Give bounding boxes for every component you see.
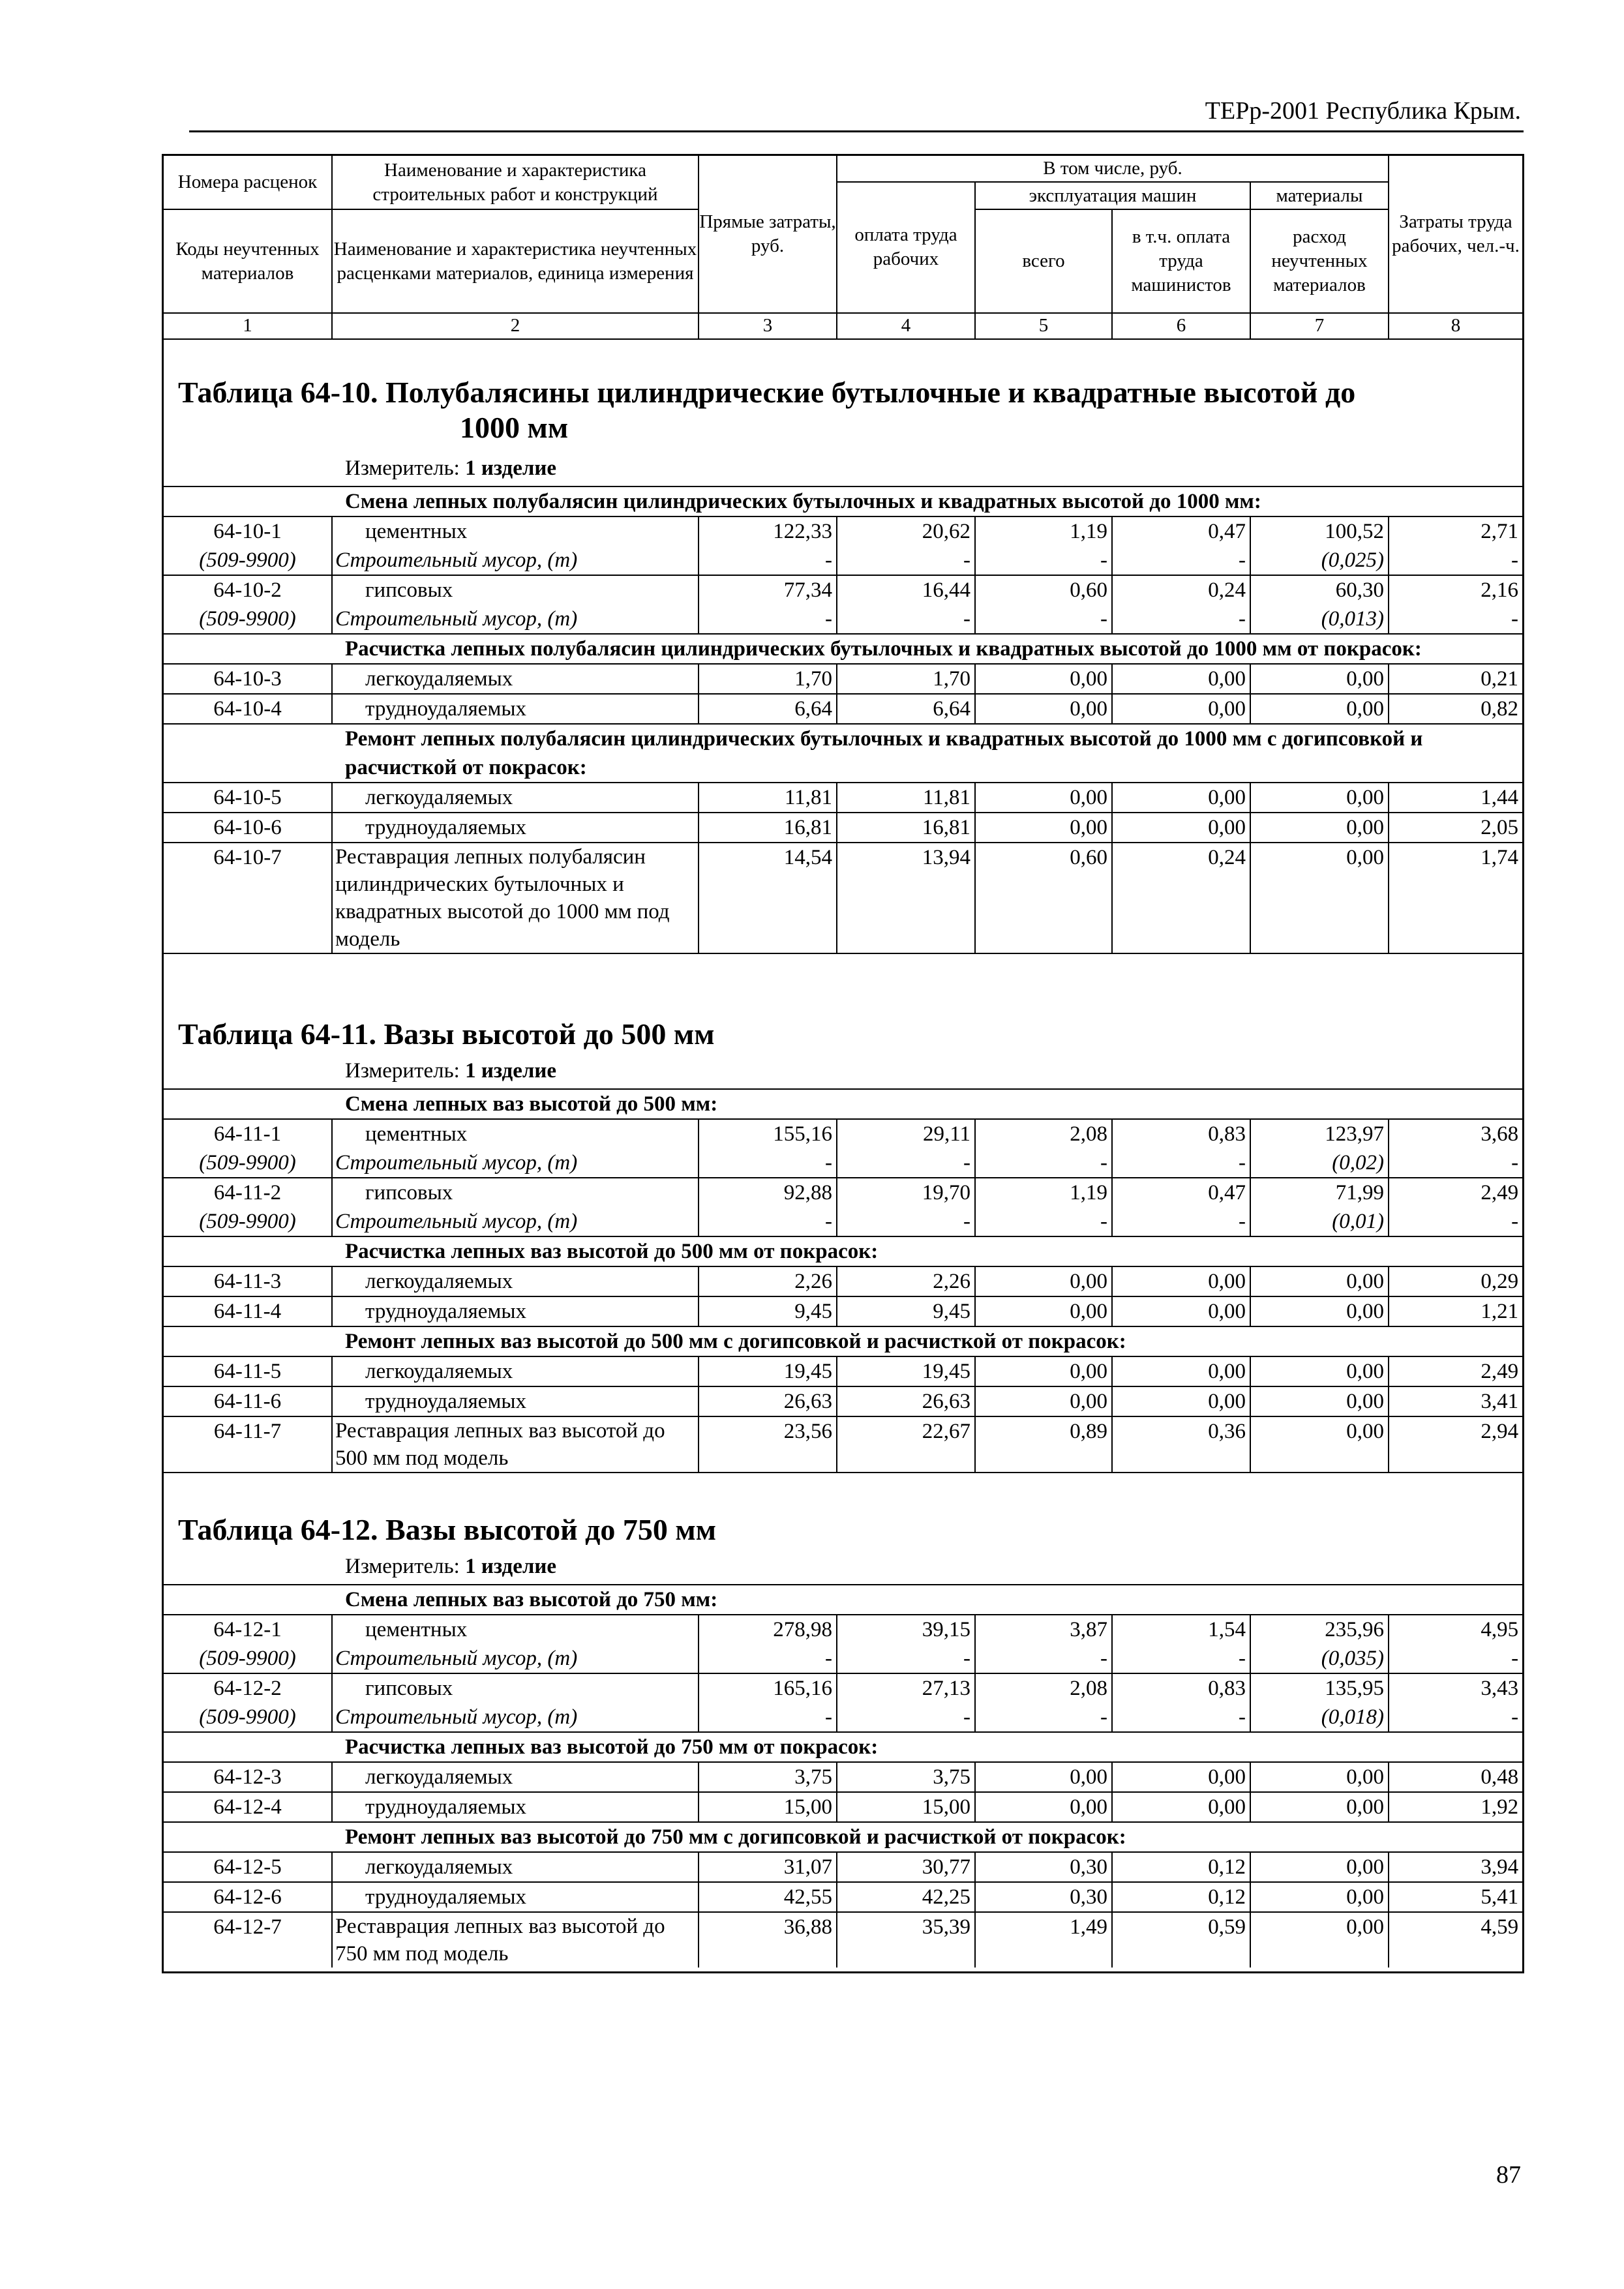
labor-hours: 0,82 <box>1389 694 1522 724</box>
materials: (0,035) <box>1250 1644 1389 1673</box>
rate-code: 64-12-4 <box>164 1792 332 1822</box>
materials: 0,00 <box>1250 1356 1389 1386</box>
table-row <box>164 843 1522 953</box>
col-number: 3 <box>699 313 837 339</box>
table-row <box>164 1296 1522 1326</box>
materials: 0,00 <box>1250 1912 1389 1967</box>
machines-total: 0,00 <box>975 1356 1112 1386</box>
machines-total: 0,89 <box>975 1416 1112 1473</box>
machines-total: 2,08 <box>975 1119 1112 1148</box>
machines-total: 1,19 <box>975 516 1112 546</box>
rate-name: легкоудаляемых <box>332 1852 699 1882</box>
rate-code: 64-11-3 <box>164 1266 332 1296</box>
section-title-line: Таблица 64-10. Полубалясины цилиндрические бутылочные и квадратные высотой до <box>178 376 1356 409</box>
labor-pay: 42,25 <box>837 1882 975 1912</box>
machines-total: 0,00 <box>975 1296 1112 1326</box>
materials: 0,00 <box>1250 1882 1389 1912</box>
col3-header: Прямые затраты, руб. <box>699 156 837 313</box>
direct-cost: - <box>699 546 837 575</box>
direct-cost: 77,34 <box>699 575 837 605</box>
machines-total: 0,30 <box>975 1882 1112 1912</box>
materials: (0,025) <box>1250 546 1389 575</box>
materials: 0,00 <box>1250 664 1389 694</box>
rate-name: легкоудаляемых <box>332 664 699 694</box>
labor-hours: 2,49 <box>1389 1178 1522 1207</box>
machines-total: 2,08 <box>975 1673 1112 1703</box>
including-header: В том числе, руб. <box>837 156 1389 182</box>
labor-hours: - <box>1511 1647 1519 1670</box>
rate-name: трудноудаляемых <box>332 1296 699 1326</box>
machines-total: - <box>975 605 1112 634</box>
rate-code: 64-12-6 <box>164 1882 332 1912</box>
rate-code: 64-10-5 <box>164 783 332 813</box>
table-row <box>164 575 1522 605</box>
labor-pay: 19,70 <box>837 1178 975 1207</box>
rate-code: 64-10-3 <box>164 664 332 694</box>
rate-code: 64-10-4 <box>164 694 332 724</box>
direct-cost: - <box>699 1703 837 1732</box>
measure-line <box>345 455 556 481</box>
labor-hours: 1,21 <box>1389 1296 1522 1326</box>
group-title: Расчистка лепных ваз высотой до 500 мм от покрасок: <box>164 1236 1522 1266</box>
rate-code: 64-10-7 <box>164 843 332 953</box>
labor-hours: 3,41 <box>1389 1386 1522 1416</box>
labor-hours: 3,68 <box>1389 1119 1522 1148</box>
machinists-pay: - <box>1112 1207 1250 1236</box>
machinists-pay: 0,00 <box>1112 1356 1250 1386</box>
labor-pay: 15,00 <box>837 1792 975 1822</box>
labor-pay: 6,64 <box>837 694 975 724</box>
table-row <box>164 1762 1522 1792</box>
materials: 0,00 <box>1250 813 1389 843</box>
header-rule <box>189 130 1524 132</box>
direct-cost: 278,98 <box>699 1615 837 1644</box>
col-number: 5 <box>975 313 1112 339</box>
machinists-pay: 0,47 <box>1112 1178 1250 1207</box>
labor-pay: 35,39 <box>837 1912 975 1967</box>
col-number: 7 <box>1250 313 1389 339</box>
machinists-pay: 0,83 <box>1112 1673 1250 1703</box>
labor-pay: 29,11 <box>837 1119 975 1148</box>
table-row <box>164 1615 1522 1644</box>
material-name: Строительный мусор, (т) <box>332 1148 699 1178</box>
group-title: Смена лепных ваз высотой до 750 мм: <box>164 1585 1522 1615</box>
material-code: (509-9900) <box>164 1703 332 1732</box>
labor-pay: 3,75 <box>837 1762 975 1792</box>
rate-code: 64-12-3 <box>164 1762 332 1792</box>
machinists-pay: 0,00 <box>1112 1762 1250 1792</box>
rates-table <box>164 486 1522 954</box>
table-row <box>164 1792 1522 1822</box>
labor-pay: 13,94 <box>837 843 975 953</box>
table-subrow <box>164 1207 1522 1236</box>
table-row <box>164 1266 1522 1296</box>
measure-label: Измеритель: <box>345 456 460 480</box>
rate-code: 64-12-5 <box>164 1852 332 1882</box>
table-subrow <box>164 605 1522 634</box>
machines-total: 0,00 <box>975 783 1112 813</box>
machines-total: - <box>975 1148 1112 1178</box>
machinists-pay: - <box>1112 1644 1250 1673</box>
labor-hours: 1,74 <box>1389 843 1522 953</box>
machines-total: - <box>975 1207 1112 1236</box>
rate-code: 64-11-5 <box>164 1356 332 1386</box>
direct-cost: 15,00 <box>699 1792 837 1822</box>
material-name: Строительный мусор, (т) <box>332 1644 699 1673</box>
machines-total: 0,00 <box>975 1386 1112 1416</box>
col7-header: расход неучтенных материалов <box>1250 209 1389 313</box>
labor-pay: - <box>837 1148 975 1178</box>
machines-total: - <box>975 546 1112 575</box>
materials: 235,96 <box>1250 1615 1389 1644</box>
col1-top-header: Номера расценок <box>164 156 332 209</box>
rate-name: трудноудаляемых <box>332 1386 699 1416</box>
direct-cost: 122,33 <box>699 516 837 546</box>
labor-hours: 5,41 <box>1389 1882 1522 1912</box>
rate-code: 64-12-7 <box>164 1912 332 1967</box>
labor-pay: 1,70 <box>837 664 975 694</box>
direct-cost: - <box>699 1644 837 1673</box>
labor-pay: 20,62 <box>837 516 975 546</box>
machines-total: 1,19 <box>975 1178 1112 1207</box>
direct-cost: 9,45 <box>699 1296 837 1326</box>
materials: 123,97 <box>1250 1119 1389 1148</box>
labor-hours: 0,48 <box>1389 1762 1522 1792</box>
table-row <box>164 1119 1522 1148</box>
machinists-pay: 1,54 <box>1112 1615 1250 1644</box>
rate-name: легкоудаляемых <box>332 1356 699 1386</box>
table-row <box>164 516 1522 546</box>
materials: 100,52 <box>1250 516 1389 546</box>
section-title-line: Таблица 64-12. Вазы высотой до 750 мм <box>178 1513 717 1546</box>
section-title-line: 1000 мм <box>460 411 569 444</box>
direct-cost: 14,54 <box>699 843 837 953</box>
rate-name: трудноудаляемых <box>332 813 699 843</box>
materials: 0,00 <box>1250 843 1389 953</box>
direct-cost: 23,56 <box>699 1416 837 1473</box>
machines-header: эксплуатация машин <box>975 182 1250 209</box>
labor-pay: 2,26 <box>837 1266 975 1296</box>
labor-pay: - <box>837 1703 975 1732</box>
materials: (0,02) <box>1250 1148 1389 1178</box>
direct-cost: 6,64 <box>699 694 837 724</box>
direct-cost: 16,81 <box>699 813 837 843</box>
machinists-pay: 0,12 <box>1112 1882 1250 1912</box>
group-title: Расчистка лепных полубалясин цилиндрических бутылочных и квадратных высотой до 1000 мм от покрасок: <box>164 634 1522 664</box>
direct-cost: 31,07 <box>699 1852 837 1882</box>
machines-total: 3,87 <box>975 1615 1112 1644</box>
labor-pay: - <box>837 1644 975 1673</box>
direct-cost: - <box>699 1148 837 1178</box>
col5-header: всего <box>975 209 1112 313</box>
material-name: Строительный мусор, (т) <box>332 546 699 575</box>
labor-pay: 26,63 <box>837 1386 975 1416</box>
rate-name: гипсовых <box>332 575 699 605</box>
material-name: Строительный мусор, (т) <box>332 605 699 634</box>
machinists-pay: 0,83 <box>1112 1119 1250 1148</box>
materials: 0,00 <box>1250 1852 1389 1882</box>
machinists-pay: 0,00 <box>1112 813 1250 843</box>
direct-cost: - <box>699 1207 837 1236</box>
machinists-pay: 0,36 <box>1112 1416 1250 1473</box>
group-title: Ремонт лепных полубалясин цилиндрических бутылочных и квадратных высотой до 1000 мм с догипсовкой и расчисткой от покрасок: <box>164 724 1522 783</box>
labor-hours: - <box>1511 548 1519 572</box>
direct-cost: 1,70 <box>699 664 837 694</box>
col4-header: оплата труда рабочих <box>837 182 975 313</box>
materials: 0,00 <box>1250 1416 1389 1473</box>
rate-name: Реставрация лепных полубалясин цилиндрических бутылочных и квадратных высотой до 1000 мм под модель <box>332 843 699 953</box>
group-title: Смена лепных полубалясин цилиндрических бутылочных и квадратных высотой до 1000 мм: <box>164 486 1522 516</box>
machines-total: 0,00 <box>975 1266 1112 1296</box>
machinists-pay: 0,00 <box>1112 1266 1250 1296</box>
rate-code: 64-11-7 <box>164 1416 332 1473</box>
measure-value: 1 изделие <box>465 1059 557 1083</box>
section-title-line: Таблица 64-11. Вазы высотой до 500 мм <box>178 1017 715 1051</box>
machinists-pay: 0,00 <box>1112 1792 1250 1822</box>
material-code: (509-9900) <box>164 546 332 575</box>
table-row <box>164 1356 1522 1386</box>
machinists-pay: 0,47 <box>1112 516 1250 546</box>
rate-code: 64-12-2 <box>164 1673 332 1703</box>
rate-name: гипсовых <box>332 1178 699 1207</box>
machinists-pay: 0,59 <box>1112 1912 1250 1967</box>
materials-header: материалы <box>1250 182 1389 209</box>
machines-total: 1,49 <box>975 1912 1112 1967</box>
labor-pay: 11,81 <box>837 783 975 813</box>
labor-pay: 30,77 <box>837 1852 975 1882</box>
rate-name: легкоудаляемых <box>332 1762 699 1792</box>
page-number: 87 <box>1496 2161 1521 2189</box>
labor-hours: 2,16 <box>1389 575 1522 605</box>
labor-pay: - <box>837 1207 975 1236</box>
machinists-pay: 0,00 <box>1112 783 1250 813</box>
section-title <box>178 375 1355 445</box>
section-title <box>178 1512 716 1548</box>
labor-pay: - <box>837 546 975 575</box>
labor-hours: 1,92 <box>1389 1792 1522 1822</box>
materials: (0,018) <box>1250 1703 1389 1732</box>
labor-hours: 3,43 <box>1389 1673 1522 1703</box>
materials: 0,00 <box>1250 1386 1389 1416</box>
section-title <box>178 1017 715 1052</box>
material-name: Строительный мусор, (т) <box>332 1703 699 1732</box>
table-row <box>164 783 1522 813</box>
labor-pay: 16,81 <box>837 813 975 843</box>
machinists-pay: - <box>1112 1148 1250 1178</box>
measure-label: Измеритель: <box>345 1555 460 1578</box>
material-code: (509-9900) <box>164 605 332 634</box>
rate-name: цементных <box>332 516 699 546</box>
labor-hours: - <box>1511 1151 1519 1174</box>
col-number: 2 <box>332 313 699 339</box>
labor-pay: - <box>837 605 975 634</box>
col-number: 6 <box>1112 313 1250 339</box>
measure-label: Измеритель: <box>345 1059 460 1083</box>
labor-hours: 2,71 <box>1389 516 1522 546</box>
labor-pay: 39,15 <box>837 1615 975 1644</box>
rate-name: трудноудаляемых <box>332 1792 699 1822</box>
measure-line <box>345 1058 556 1084</box>
rate-name: цементных <box>332 1119 699 1148</box>
labor-hours: 2,05 <box>1389 813 1522 843</box>
machinists-pay: - <box>1112 1703 1250 1732</box>
rate-name: цементных <box>332 1615 699 1644</box>
labor-pay: 22,67 <box>837 1416 975 1473</box>
materials: 135,95 <box>1250 1673 1389 1703</box>
direct-cost: 42,55 <box>699 1882 837 1912</box>
material-code: (509-9900) <box>164 1644 332 1673</box>
machines-total: 0,00 <box>975 664 1112 694</box>
materials: 0,00 <box>1250 1762 1389 1792</box>
machines-total: 0,00 <box>975 1792 1112 1822</box>
page-header-title: ТЕРр-2001 Республика Крым. <box>1205 97 1521 125</box>
materials: (0,013) <box>1250 605 1389 634</box>
rate-code: 64-11-1 <box>164 1119 332 1148</box>
rate-code: 64-11-6 <box>164 1386 332 1416</box>
direct-cost: 11,81 <box>699 783 837 813</box>
table-row <box>164 813 1522 843</box>
labor-hours: 4,59 <box>1389 1912 1522 1967</box>
rate-code: 64-12-1 <box>164 1615 332 1644</box>
measure-value: 1 изделие <box>465 1555 557 1578</box>
machines-total: - <box>975 1703 1112 1732</box>
direct-cost: 2,26 <box>699 1266 837 1296</box>
material-code: (509-9900) <box>164 1148 332 1178</box>
rate-name: трудноудаляемых <box>332 1882 699 1912</box>
materials: 0,00 <box>1250 1792 1389 1822</box>
labor-hours: 2,49 <box>1389 1356 1522 1386</box>
machinists-pay: 0,24 <box>1112 843 1250 953</box>
materials: 71,99 <box>1250 1178 1389 1207</box>
machinists-pay: 0,24 <box>1112 575 1250 605</box>
group-title: Расчистка лепных ваз высотой до 750 мм от покрасок: <box>164 1732 1522 1762</box>
table-row <box>164 1852 1522 1882</box>
machinists-pay: 0,00 <box>1112 694 1250 724</box>
table-row <box>164 664 1522 694</box>
machines-total: 0,00 <box>975 813 1112 843</box>
direct-cost: 3,75 <box>699 1762 837 1792</box>
materials: 0,00 <box>1250 694 1389 724</box>
table-subrow <box>164 1644 1522 1673</box>
machines-total: 0,00 <box>975 694 1112 724</box>
machines-total: 0,60 <box>975 843 1112 953</box>
table-subrow <box>164 1703 1522 1732</box>
rate-code: 64-10-1 <box>164 516 332 546</box>
machines-total: 0,00 <box>975 1762 1112 1792</box>
rate-name: Реставрация лепных ваз высотой до 500 мм под модель <box>332 1416 699 1473</box>
group-title: Ремонт лепных ваз высотой до 500 мм с догипсовкой и расчисткой от покрасок: <box>164 1326 1522 1356</box>
labor-hours: - <box>1511 1705 1519 1729</box>
machines-total: - <box>975 1644 1112 1673</box>
direct-cost: 92,88 <box>699 1178 837 1207</box>
col-number: 1 <box>164 313 332 339</box>
rate-name: легкоудаляемых <box>332 783 699 813</box>
rate-name: легкоудаляемых <box>332 1266 699 1296</box>
table-row <box>164 1882 1522 1912</box>
machinists-pay: 0,00 <box>1112 1386 1250 1416</box>
labor-pay: 19,45 <box>837 1356 975 1386</box>
table-subrow <box>164 1148 1522 1178</box>
labor-hours: 4,95 <box>1389 1615 1522 1644</box>
rate-code: 64-10-2 <box>164 575 332 605</box>
labor-pay: 16,44 <box>837 575 975 605</box>
col2-top-header: Наименование и характеристика строительных работ и конструкций <box>332 156 699 209</box>
direct-cost: - <box>699 605 837 634</box>
table-row <box>164 1416 1522 1473</box>
group-title: Ремонт лепных ваз высотой до 750 мм с догипсовкой и расчисткой от покрасок: <box>164 1822 1522 1852</box>
labor-hours: 0,29 <box>1389 1266 1522 1296</box>
labor-hours: 1,44 <box>1389 783 1522 813</box>
direct-cost: 155,16 <box>699 1119 837 1148</box>
rates-document <box>162 154 1524 1973</box>
rates-table <box>164 1088 1522 1473</box>
rate-name: Реставрация лепных ваз высотой до 750 мм под модель <box>332 1912 699 1967</box>
direct-cost: 36,88 <box>699 1912 837 1967</box>
materials: 0,00 <box>1250 1296 1389 1326</box>
col1-bottom-header: Коды неучтенных материалов <box>164 209 332 313</box>
measure-value: 1 изделие <box>465 456 557 480</box>
materials: 60,30 <box>1250 575 1389 605</box>
col6-header: в т.ч. оплата труда машинистов <box>1112 209 1250 313</box>
direct-cost: 19,45 <box>699 1356 837 1386</box>
col2-bottom-header: Наименование и характеристика неучтенных расценками материалов, единица измерения <box>332 209 699 313</box>
labor-hours: - <box>1511 1210 1519 1233</box>
machinists-pay: - <box>1112 546 1250 575</box>
table-row <box>164 694 1522 724</box>
direct-cost: 165,16 <box>699 1673 837 1703</box>
column-header-table <box>164 156 1522 340</box>
labor-hours: - <box>1511 607 1519 631</box>
machinists-pay: 0,00 <box>1112 664 1250 694</box>
rate-name: трудноудаляемых <box>332 694 699 724</box>
labor-pay: 27,13 <box>837 1673 975 1703</box>
materials: 0,00 <box>1250 1266 1389 1296</box>
col8-header: Затраты труда рабочих, чел.-ч. <box>1389 156 1522 313</box>
material-name: Строительный мусор, (т) <box>332 1207 699 1236</box>
direct-cost: 26,63 <box>699 1386 837 1416</box>
table-subrow <box>164 546 1522 575</box>
table-row <box>164 1673 1522 1703</box>
machines-total: 0,30 <box>975 1852 1112 1882</box>
machinists-pay: 0,12 <box>1112 1852 1250 1882</box>
rate-code: 64-10-6 <box>164 813 332 843</box>
rate-code: 64-11-2 <box>164 1178 332 1207</box>
rates-table <box>164 1584 1522 1967</box>
rate-name: гипсовых <box>332 1673 699 1703</box>
labor-hours: 2,94 <box>1389 1416 1522 1473</box>
machines-total: 0,60 <box>975 575 1112 605</box>
rate-code: 64-11-4 <box>164 1296 332 1326</box>
materials: 0,00 <box>1250 783 1389 813</box>
machinists-pay: 0,00 <box>1112 1296 1250 1326</box>
machinists-pay: - <box>1112 605 1250 634</box>
table-row <box>164 1912 1522 1967</box>
labor-hours: 3,94 <box>1389 1852 1522 1882</box>
labor-hours: 0,21 <box>1389 664 1522 694</box>
group-title: Смена лепных ваз высотой до 500 мм: <box>164 1089 1522 1119</box>
table-row <box>164 1178 1522 1207</box>
material-code: (509-9900) <box>164 1207 332 1236</box>
col-number: 8 <box>1389 313 1522 339</box>
materials: (0,01) <box>1250 1207 1389 1236</box>
measure-line <box>345 1553 556 1579</box>
labor-pay: 9,45 <box>837 1296 975 1326</box>
table-row <box>164 1386 1522 1416</box>
col-number: 4 <box>837 313 975 339</box>
